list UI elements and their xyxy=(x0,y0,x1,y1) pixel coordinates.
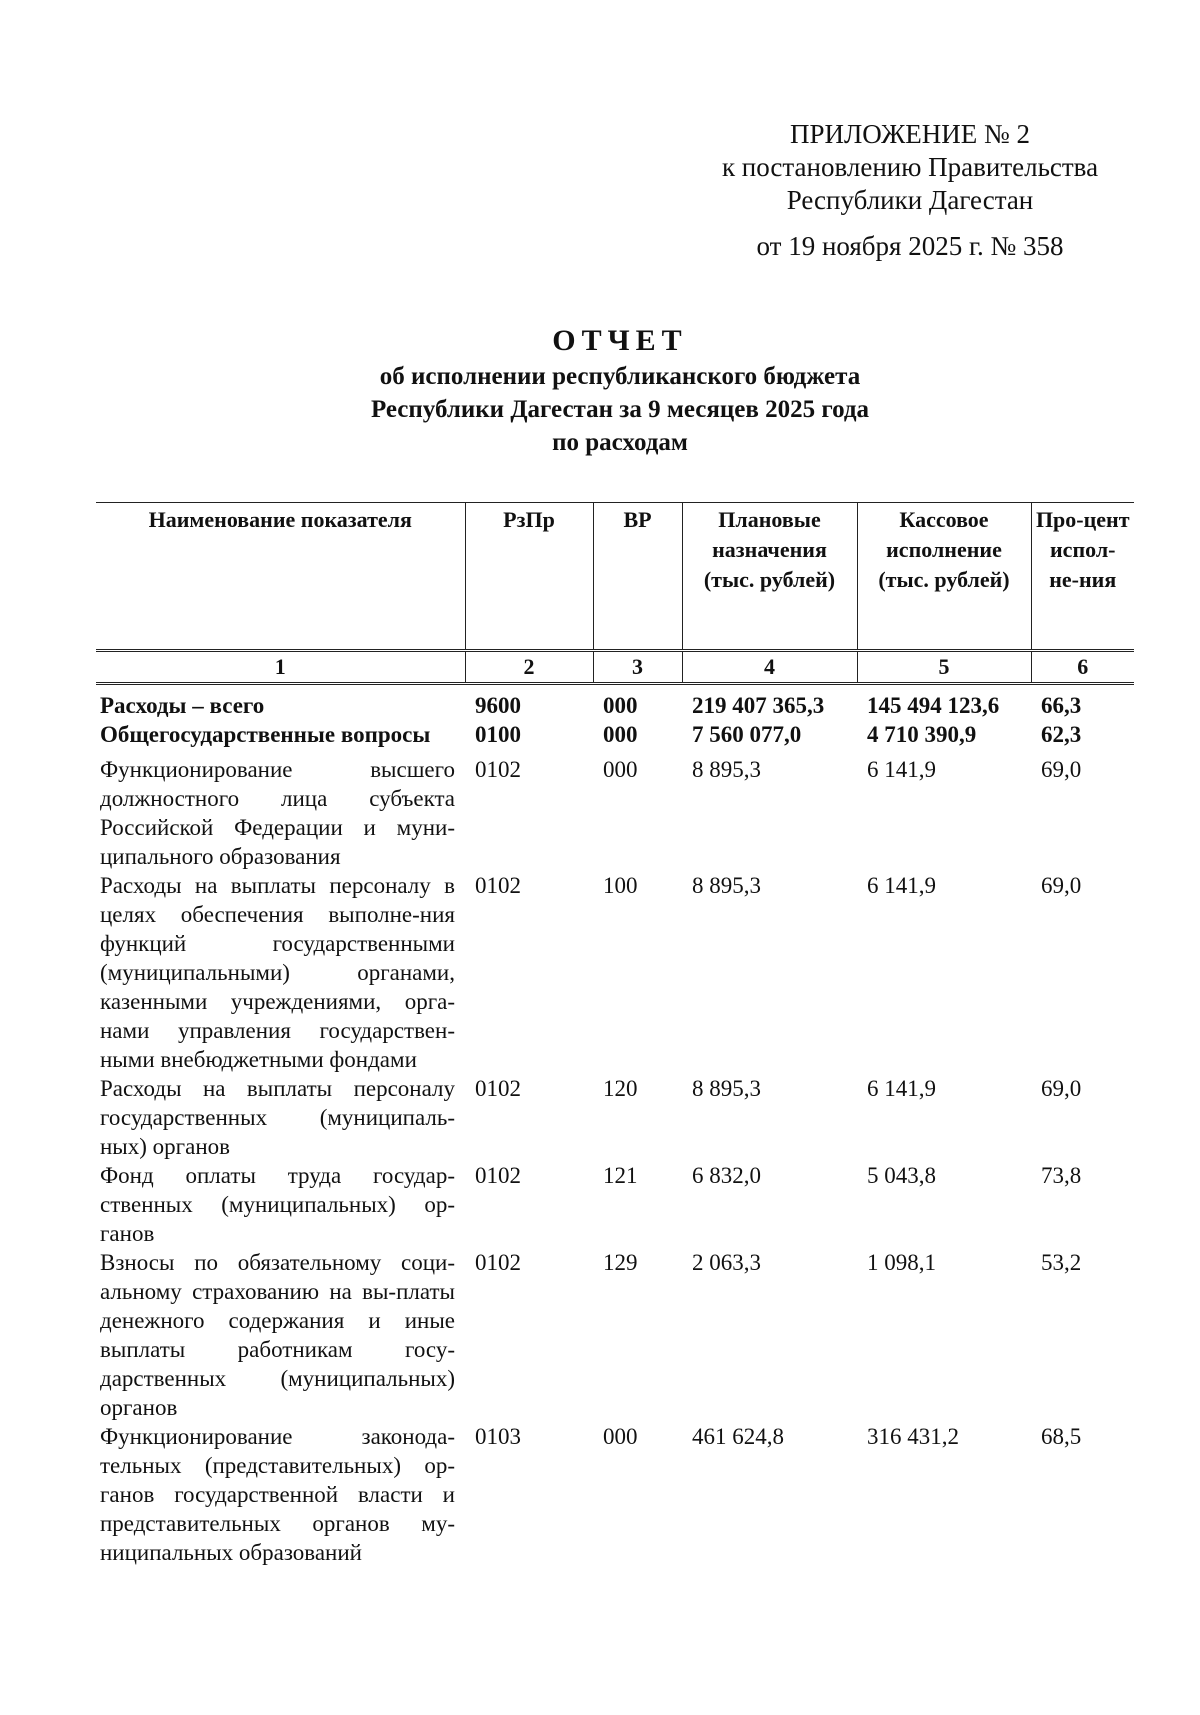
row-cash: 1 098,1 xyxy=(867,1250,936,1275)
column-number: 6 xyxy=(1031,651,1134,684)
appendix-date: от 19 ноября 2025 г. № 358 xyxy=(756,231,1064,261)
row-cash: 4 710 390,9 xyxy=(867,722,977,747)
row-cash: 316 431,2 xyxy=(867,1424,959,1449)
row-vr: 000 xyxy=(603,693,638,718)
column-number: 4 xyxy=(682,651,857,684)
report-title-line-3: по расходам xyxy=(552,429,688,456)
header-percent: Про-цент испол-не-ния xyxy=(1031,503,1134,651)
row-vr: 120 xyxy=(603,1076,638,1101)
row-cash: 145 494 123,6 xyxy=(867,693,1000,718)
table-header-row xyxy=(96,503,1134,651)
row-plan: 219 407 365,3 xyxy=(692,693,825,718)
row-percent: 73,8 xyxy=(1041,1163,1082,1188)
row-plan: 8 895,3 xyxy=(692,757,761,782)
row-percent: 53,2 xyxy=(1041,1250,1082,1275)
column-number: 1 xyxy=(96,651,465,684)
row-rzpr: 0102 xyxy=(475,873,521,898)
row-cash: 6 141,9 xyxy=(867,757,936,782)
header-rzpr: РзПр xyxy=(465,503,593,651)
row-percent: 66,3 xyxy=(1041,693,1082,718)
row-percent: 69,0 xyxy=(1041,873,1082,898)
row-name: Функционирование законода-тельных (представительных) ор-ганов государственной власти и представительных органов му-ниципальных образований xyxy=(100,1424,455,1565)
row-cash: 5 043,8 xyxy=(867,1163,936,1188)
row-percent: 68,5 xyxy=(1041,1424,1082,1449)
table-row xyxy=(96,1074,1134,1161)
row-vr: 100 xyxy=(603,873,638,898)
row-plan: 461 624,8 xyxy=(692,1424,784,1449)
column-number: 2 xyxy=(465,651,593,684)
appendix-number: ПРИЛОЖЕНИЕ № 2 xyxy=(789,119,1031,149)
row-rzpr: 0103 xyxy=(475,1424,521,1449)
row-rzpr: 0102 xyxy=(475,757,521,782)
row-plan: 6 832,0 xyxy=(692,1163,761,1188)
row-name: Расходы на выплаты персоналу государственных (муниципаль-ных) органов xyxy=(100,1076,455,1159)
table-row xyxy=(96,720,1134,749)
row-name: Взносы по обязательному соци-альному страхованию на вы-платы денежного содержания и иные выплаты работникам госу-дарственных (муниципальных) органов xyxy=(100,1250,455,1420)
row-plan: 8 895,3 xyxy=(692,1076,761,1101)
row-vr: 000 xyxy=(603,757,638,782)
row-name: Расходы на выплаты персоналу в целях обеспечения выполне-ния функций государственными (муниципальными) органами, казенными учреждениями, орга-нами управления государствен-ными внебюджетными фондами xyxy=(100,873,455,1072)
report-title-main: ОТЧЕТ xyxy=(552,324,688,357)
row-percent: 69,0 xyxy=(1041,757,1082,782)
header-plan: Плановые назначения (тыс. рублей) xyxy=(682,503,857,651)
row-rzpr: 9600 xyxy=(475,693,521,718)
report-title xyxy=(180,322,1060,459)
table-row xyxy=(96,749,1134,871)
column-number-row xyxy=(96,651,1134,684)
row-cash: 6 141,9 xyxy=(867,873,936,898)
row-rzpr: 0102 xyxy=(475,1250,521,1275)
row-vr: 000 xyxy=(603,1424,638,1449)
appendix-line-2: Республики Дагестан xyxy=(786,185,1034,215)
table-row xyxy=(96,871,1134,1074)
appendix-line-1: к постановлению Правительства xyxy=(721,152,1099,182)
table-row xyxy=(96,1161,1134,1248)
row-plan: 7 560 077,0 xyxy=(692,722,802,747)
row-name: Фонд оплаты труда государ-ственных (муниципальных) ор-ганов xyxy=(100,1163,455,1246)
table-row xyxy=(96,1422,1134,1567)
report-title-line-1: об исполнении республиканского бюджета xyxy=(379,363,861,390)
expenses-table xyxy=(96,502,1134,1567)
header-name: Наименование показателя xyxy=(96,503,465,651)
row-name: Расходы – всего xyxy=(100,693,265,718)
table-row xyxy=(96,1248,1134,1422)
row-vr: 000 xyxy=(603,722,638,747)
row-plan: 2 063,3 xyxy=(692,1250,761,1275)
report-title-line-2: Республики Дагестан за 9 месяцев 2025 года xyxy=(370,396,870,423)
row-name: Общегосударственные вопросы xyxy=(100,722,431,747)
row-rzpr: 0100 xyxy=(475,722,521,747)
header-cash: Кассовое исполнение (тыс. рублей) xyxy=(857,503,1031,651)
column-number: 3 xyxy=(593,651,682,684)
row-name: Функционирование высшего должностного лица субъекта Российской Федерации и муни-ципального образования xyxy=(100,757,455,869)
header-vr: ВР xyxy=(593,503,682,651)
row-vr: 121 xyxy=(603,1163,638,1188)
column-number: 5 xyxy=(857,651,1031,684)
row-vr: 129 xyxy=(603,1250,638,1275)
row-rzpr: 0102 xyxy=(475,1163,521,1188)
table-row xyxy=(96,684,1134,721)
row-cash: 6 141,9 xyxy=(867,1076,936,1101)
row-percent: 69,0 xyxy=(1041,1076,1082,1101)
appendix-header xyxy=(690,118,1130,263)
row-plan: 8 895,3 xyxy=(692,873,761,898)
row-percent: 62,3 xyxy=(1041,722,1082,747)
row-rzpr: 0102 xyxy=(475,1076,521,1101)
